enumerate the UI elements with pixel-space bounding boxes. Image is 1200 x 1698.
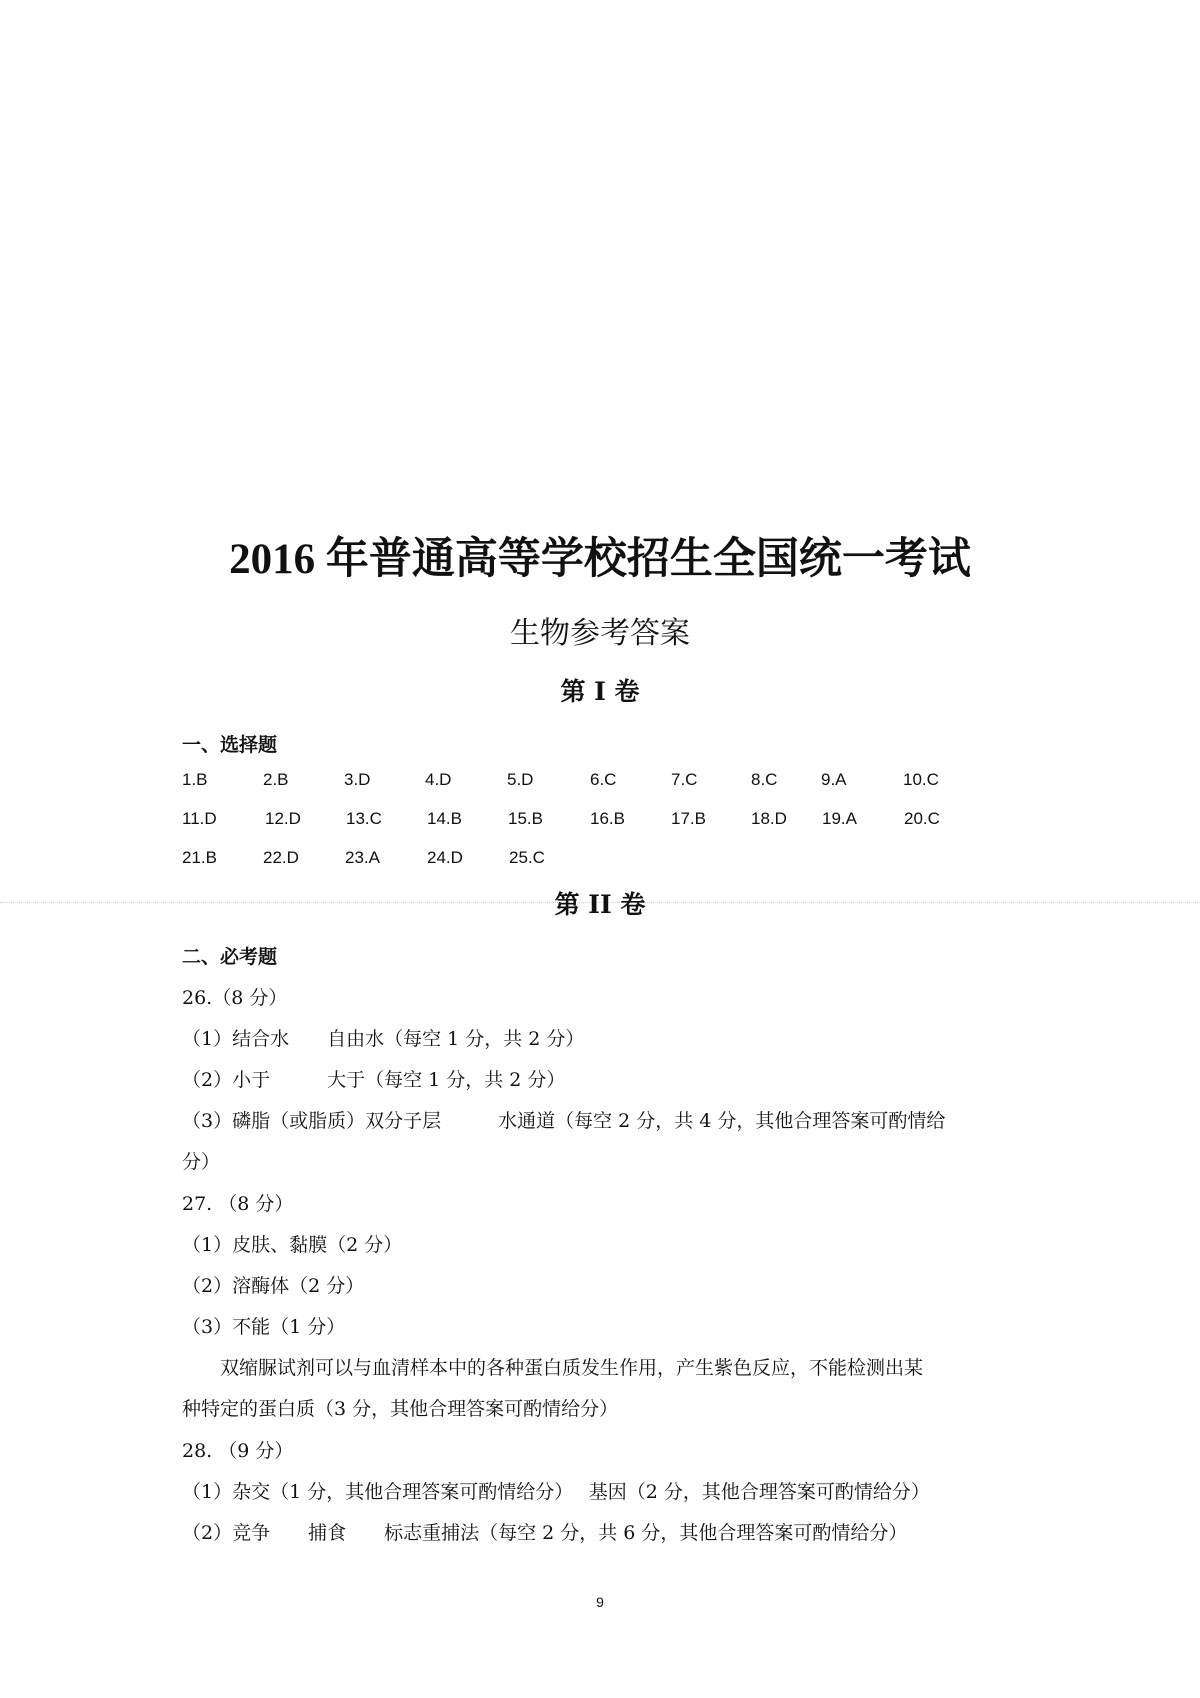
answer-item: 19.A [822,809,857,828]
answer-item: 14.B [427,809,462,828]
text-line: 27. （8 分） [182,1193,294,1215]
section-2-heading: 二、必考题 [182,946,278,968]
document-subtitle: 生物参考答案 [510,616,690,651]
answer-item: 16.B [590,809,625,828]
text-line: 种特定的蛋白质（3 分，其他合理答案可酌情给分） [182,1398,619,1420]
answer-item: 13.C [346,809,382,828]
text-line: 分） [182,1151,221,1173]
answer-item: 11.D [182,809,217,828]
text-line: （2）小于 大于（每空 1 分，共 2 分） [182,1069,566,1091]
answer-item: 24.D [427,848,463,867]
text-line: （1）结合水 自由水（每空 1 分，共 2 分） [182,1028,585,1050]
text-line: （1）皮肤、黏膜（2 分） [182,1234,403,1256]
answer-item: 3.D [344,770,371,789]
text-line: （2）竞争 捕食 标志重捕法（每空 2 分，共 6 分，其他合理答案可酌情给分） [182,1522,908,1544]
answer-item: 25.C [509,848,545,867]
text-line: 28. （9 分） [182,1440,294,1462]
answer-item: 4.D [425,770,452,789]
answer-item: 9.A [821,770,847,789]
answer-item: 6.C [590,770,617,789]
answer-item: 21.B [182,848,217,867]
text-line: （1）杂交（1 分，其他合理答案可酌情给分） 基因（2 分，其他合理答案可酌情给分） [182,1481,930,1503]
text-line: （3）磷脂（或脂质）双分子层 水通道（每空 2 分，共 4 分，其他合理答案可酌情给 [182,1110,946,1132]
answer-item: 8.C [751,770,778,789]
answer-item: 15.B [508,809,543,828]
answer-item: 2.B [263,770,289,789]
text-line: 双缩脲试剂可以与血清样本中的各种蛋白质发生作用，产生紫色反应，不能检测出某 [182,1357,924,1379]
answer-item: 1.B [182,770,208,789]
volume-2-heading: 第 II 卷 [554,890,646,919]
answer-item: 20.C [904,809,940,828]
document-title: 2016 年普通高等学校招生全国统一考试 [229,536,971,583]
section-1-heading: 一、选择题 [182,734,278,756]
text-line: 26.（8 分） [182,987,288,1009]
answer-item: 18.D [751,809,787,828]
answer-item: 10.C [903,770,939,789]
text-line: （3）不能（1 分） [182,1316,346,1338]
answer-item: 5.D [507,770,534,789]
answer-item: 17.B [671,809,706,828]
answer-item: 12.D [265,809,301,828]
volume-1-heading: 第 I 卷 [560,677,640,706]
answer-item: 7.C [671,770,698,789]
text-line: （2）溶酶体（2 分） [182,1275,365,1297]
answer-item: 22.D [263,848,299,867]
answer-item: 23.A [345,848,380,867]
page-number: 9 [596,1594,604,1610]
